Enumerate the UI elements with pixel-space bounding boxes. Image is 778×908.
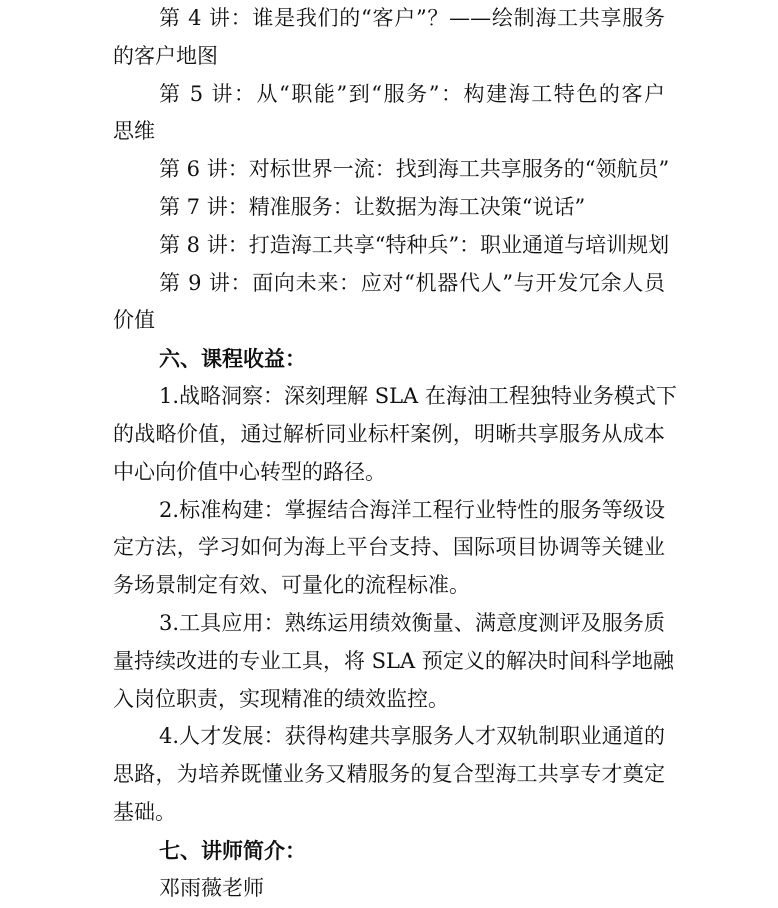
lecture-5-line-2: 思维 xyxy=(113,119,155,144)
section-instructor-heading: 七、讲师简介： xyxy=(159,837,306,863)
benefit-2-line-2: 定方法，学习如何为海上平台支持、国际项目协调等关键业 xyxy=(113,535,665,560)
section-benefits-heading: 六、课程收益： xyxy=(159,346,306,372)
lecture-4-line-2: 的客户地图 xyxy=(113,43,218,68)
lecture-5-line-1: 第 5 讲：从“职能”到“服务”：构建海工特色的客户 xyxy=(159,81,665,106)
document-body xyxy=(113,0,677,908)
lecture-9-line-2: 价值 xyxy=(113,308,155,333)
benefit-1-line-1: 1.战略洞察：深刻理解 SLA 在海油工程独特业务模式下 xyxy=(159,384,677,409)
benefit-4-line-2: 思路，为培养既懂业务又精服务的复合型海工共享专才奠定 xyxy=(113,762,665,787)
lecture-8-line-1: 第 8 讲：打造海工共享“特种兵”：职业通道与培训规划 xyxy=(159,232,670,257)
benefit-1-line-3: 中心向价值中心转型的路径。 xyxy=(113,459,386,484)
benefit-1-line-2: 的战略价值，通过解析同业标杆案例，明晰共享服务从成本 xyxy=(113,421,665,446)
benefit-4-line-1: 4.人才发展：获得构建共享服务人才双轨制职业通道的 xyxy=(159,724,665,749)
instructor-name: 邓雨薇老师 xyxy=(159,875,264,900)
benefit-3-line-2: 量持续改进的专业工具，将 SLA 预定义的解决时间科学地融 xyxy=(113,648,674,673)
benefit-3-line-3: 入岗位职责，实现精准的绩效监控。 xyxy=(113,686,449,711)
lecture-7-line-1: 第 7 讲：精准服务：让数据为海工决策“说话” xyxy=(159,194,586,219)
benefit-2-line-3: 务场景制定有效、可量化的流程标准。 xyxy=(113,573,470,598)
lecture-9-line-1: 第 9 讲：面向未来：应对“机器代人”与开发冗余人员 xyxy=(159,270,665,295)
benefit-3-line-1: 3.工具应用：熟练运用绩效衡量、满意度测评及服务质 xyxy=(159,610,665,635)
benefit-2-line-1: 2.标准构建：掌握结合海洋工程行业特性的服务等级设 xyxy=(159,497,665,522)
lecture-4-line-1: 第 4 讲：谁是我们的“客户”？——绘制海工共享服务 xyxy=(159,6,665,30)
lecture-6-line-1: 第 6 讲：对标世界一流：找到海工共享服务的“领航员” xyxy=(159,157,670,182)
benefit-4-line-3: 基础。 xyxy=(113,799,176,824)
